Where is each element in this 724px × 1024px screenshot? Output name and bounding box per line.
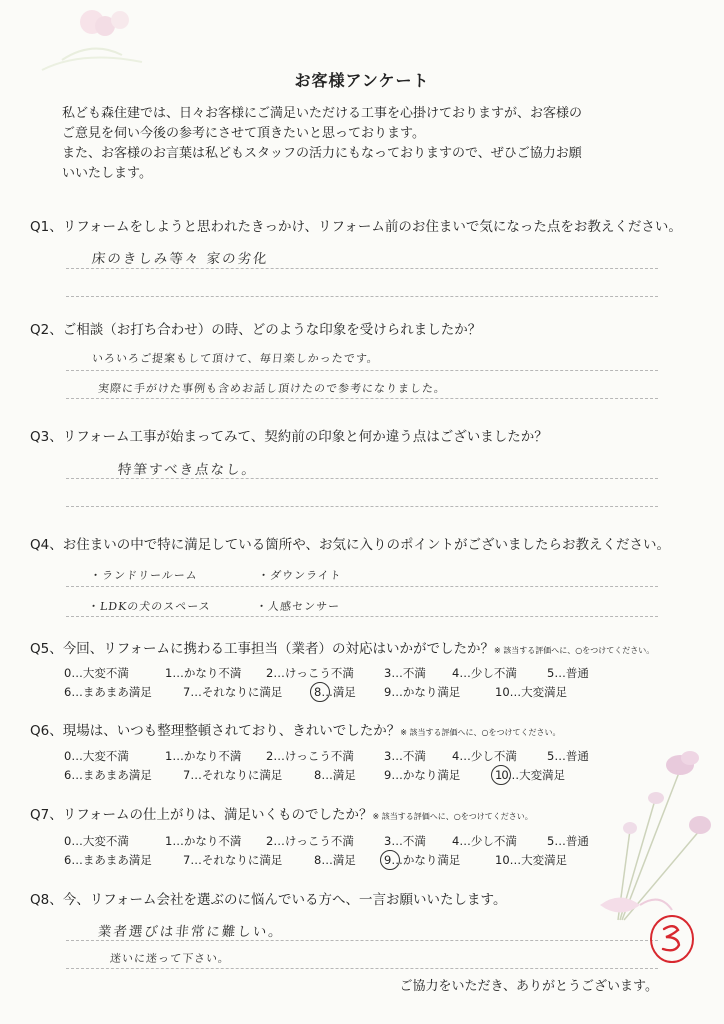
rating-option-8[interactable]: 8…満足 [314,685,356,699]
intro-line: 私ども森住建では、日々お客様にご満足いただける工事を心掛けておりますが、お客様の [62,106,583,121]
answer-4-item: ・ランドリールーム [89,569,199,582]
answer-line [66,616,658,617]
red-stamp [648,913,696,965]
question-7-note: ※ 該当する評価へに、○をつけてください。 [372,812,533,821]
rating-option-10[interactable]: 10…大変満足 [495,768,566,782]
answer-line [66,478,658,479]
survey-title: お客様アンケート [294,71,430,90]
watercolor-bouquet [560,710,720,940]
rating-option-4[interactable]: 4…少し不満 [452,749,517,763]
answer-line [66,586,658,587]
rating-option-3[interactable]: 3…不満 [384,834,426,848]
rating-option-3[interactable]: 3…不満 [384,666,426,680]
rating-option-5[interactable]: 5…普通 [547,666,589,680]
rating-option-9[interactable]: 9…かなり満足 [384,853,461,867]
rating-option-8[interactable]: 8…満足 [314,853,356,867]
selected-rating-circle: 8 [314,685,322,699]
question-3: Q3、リフォーム工事が始まってみて、契約前の印象と何か違う点はございましたか？ [30,429,548,445]
rating-option-10[interactable]: 10…大変満足 [495,685,568,699]
question-6-note: ※ 該当する評価へに、○をつけてください。 [400,728,561,737]
intro-text [62,104,682,184]
rating-option-7[interactable]: 7…それなりに満足 [183,768,283,782]
question-8: Q8、今、リフォーム会社を選ぶのに悩んでいる方へ、一言お願いいたします。 [30,892,507,908]
rating-option-4[interactable]: 4…少し不満 [452,666,517,680]
question-4: Q4、お住まいの中で特に満足している箇所や、お気に入りのポイントがございましたらお教えください。 [30,537,670,553]
question-6 [30,722,560,742]
rating-option-6[interactable]: 6…まあまあ満足 [64,853,152,867]
rating-option-1[interactable]: 1…かなり不満 [165,666,242,680]
rating-option-0[interactable]: 0…大変不満 [64,666,129,680]
question-5-note: ※ 該当する評価へに、○をつけてください。 [494,646,655,655]
answer-8-line2: 迷いに迷って下さい。 [109,952,231,965]
rating-option-2[interactable]: 2…けっこう不満 [266,834,354,848]
rating-option-7[interactable]: 7…それなりに満足 [183,685,283,699]
intro-line: いいたします。 [62,166,152,181]
rating-option-2[interactable]: 2…けっこう不満 [266,749,354,763]
intro-line: ご意見を伺い今後の参考にさせて頂きたいと思っております。 [62,126,425,141]
answer-line [66,296,658,297]
answer-line [66,398,658,399]
question-5 [30,640,654,660]
rating-option-0[interactable]: 0…大変不満 [64,834,129,848]
rating-option-9[interactable]: 9…かなり満足 [384,768,461,782]
answer-line [66,968,658,969]
rating-option-2[interactable]: 2…けっこう不満 [266,666,354,680]
rating-option-9[interactable]: 9…かなり満足 [384,685,461,699]
question-2: Q2、ご相談（お打ち合わせ）の時、どのような印象を受けられましたか？ [30,322,482,338]
answer-2-line2: 実際に手がけた事例も含めお話し頂けたので参考になりました。 [97,382,447,395]
rating-option-7[interactable]: 7…それなりに満足 [183,853,283,867]
rating-option-3[interactable]: 3…不満 [384,749,426,763]
answer-4-item: ・人感センサー [255,600,341,613]
answer-4-item: ・ダウンライト [257,569,343,582]
rating-option-10[interactable]: 10…大変満足 [495,853,568,867]
intro-line: また、お客様のお言葉は私どもスタッフの活力にもなっておりますので、ぜひご協力お願 [62,146,582,161]
rating-option-6[interactable]: 6…まあまあ満足 [64,768,152,782]
rating-option-8[interactable]: 8…満足 [314,768,356,782]
rating-option-6[interactable]: 6…まあまあ満足 [64,685,152,699]
answer-2-line1: いろいろご提案もして頂けて、毎日楽しかったです。 [91,352,380,365]
rating-option-5[interactable]: 5…普通 [547,749,589,763]
rating-option-1[interactable]: 1…かなり不満 [165,834,242,848]
answer-line [66,370,658,371]
question-1: Q1、リフォームをしようと思われたきっかけ、リフォーム前のお住まいで気になった点をお教えください。 [30,219,682,235]
answer-3: 特筆すべき点なし。 [116,462,258,478]
rating-option-0[interactable]: 0…大変不満 [64,749,129,763]
question-7-label: Q7、リフォームの仕上がりは、満足いくものでしたか？ [30,807,373,823]
answer-line [66,268,658,269]
answer-1: 床のきしみ等々 家の劣化 [90,251,270,267]
question-5-label: Q5、今回、リフォームに携わる工事担当（業者）の対応はいかがでしたか？ [30,641,495,657]
question-6-label: Q6、現場は、いつも整理整頓されており、きれいでしたか？ [30,723,401,739]
selected-rating-circle: 10 [495,768,508,782]
rating-option-5[interactable]: 5…普通 [547,834,589,848]
answer-8-line1: 業者選びは非常に難しい。 [96,924,285,940]
answer-4-item: ・LDKの犬のスペース [87,600,212,613]
answer-line [66,506,658,507]
closing-message: ご協力をいただき、ありがとうございます。 [399,979,658,994]
rating-option-4[interactable]: 4…少し不満 [452,834,517,848]
selected-rating-circle: 9 [384,853,392,867]
question-7 [30,806,533,826]
answer-line [66,940,658,941]
rating-option-1[interactable]: 1…かなり不満 [165,749,242,763]
